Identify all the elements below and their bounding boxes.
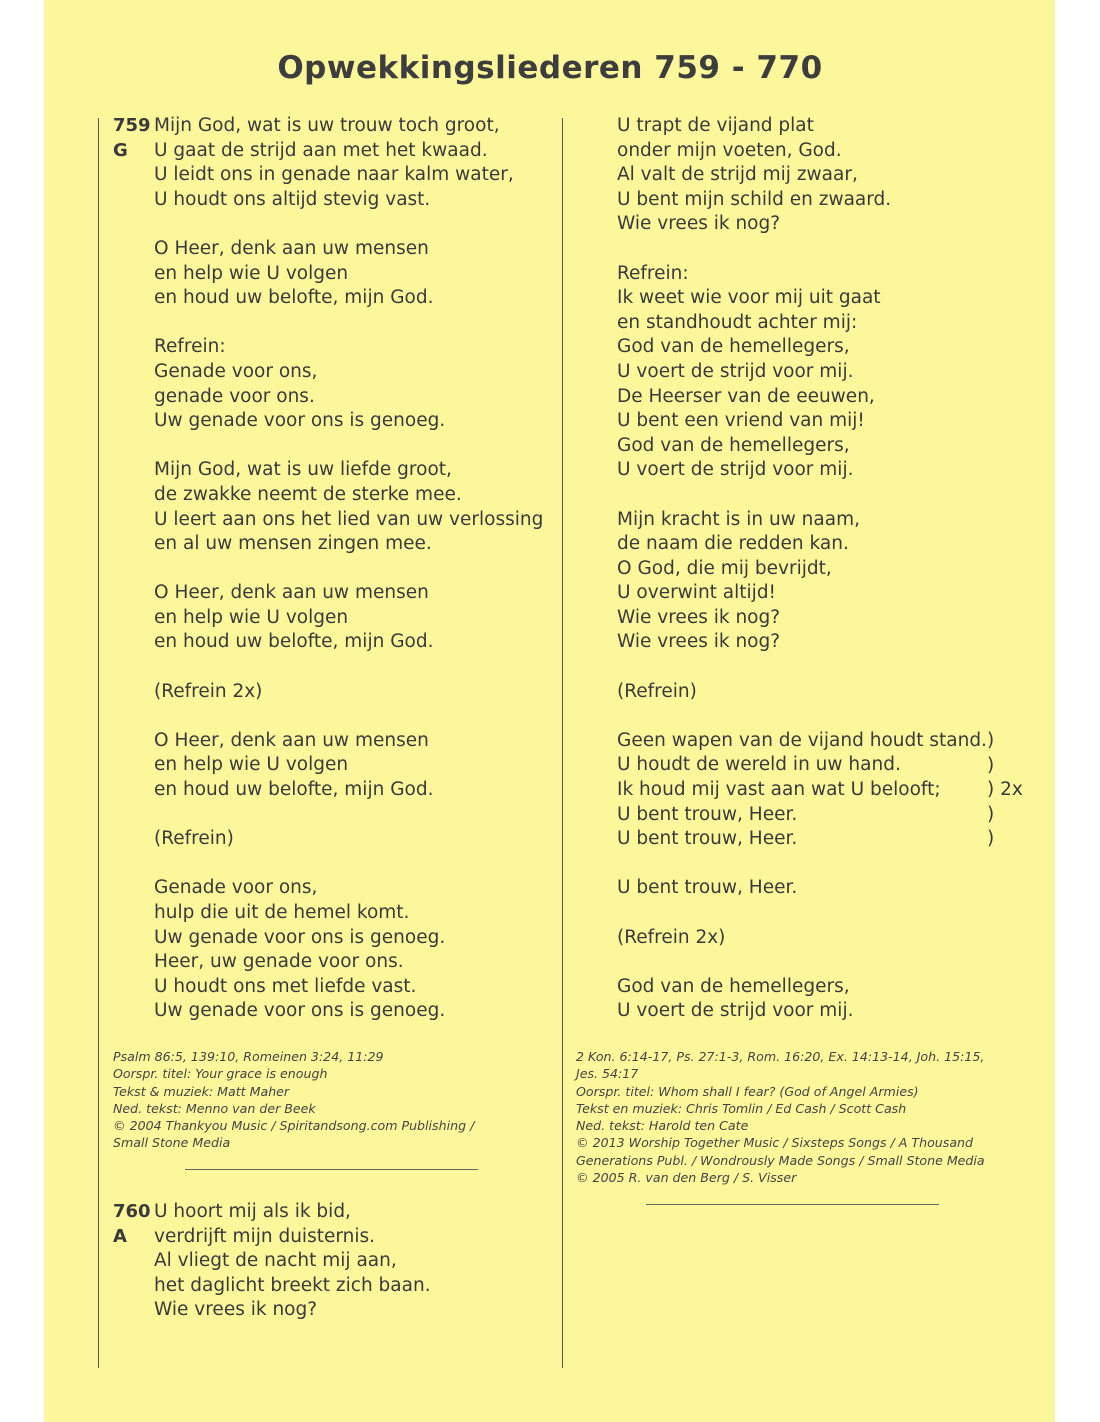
- song-759-lyrics: [154, 114, 543, 1049]
- lyric-line: Wie vrees ik nog?: [617, 606, 781, 628]
- repeat-mark: ): [987, 754, 995, 776]
- lyric-line: en houd uw belofte, mijn God.: [154, 631, 434, 653]
- song-number-760: 760: [113, 1201, 151, 1222]
- verse: [617, 114, 987, 237]
- lyric-line: U bent trouw, Heer.: [617, 828, 798, 850]
- lyric-line: en houd uw belofte, mijn God.: [154, 779, 434, 801]
- verse: [154, 729, 543, 803]
- lyric-line: Mijn God, wat is uw trouw toch groot,: [154, 115, 500, 136]
- lyric-line: U houdt ons met liefde vast.: [154, 975, 417, 997]
- verse: [154, 237, 543, 311]
- lyric-line: en help wie U volgen: [154, 754, 349, 776]
- lyric-line: Al vliegt de nacht mij aan,: [154, 1250, 397, 1272]
- lyric-line: U houdt ons altijd stevig vast.: [154, 188, 431, 210]
- lyric-line: U bent een vriend van mij!: [617, 410, 865, 432]
- lyric-line: U leidt ons in genade naar kalm water,: [154, 164, 514, 186]
- song-key-759: G: [113, 140, 128, 161]
- verse: [154, 114, 543, 212]
- repeat-mark: ): [987, 828, 995, 850]
- verse: [617, 262, 987, 483]
- verse: [617, 508, 987, 656]
- verse: [154, 1200, 431, 1323]
- repeat-mark: ): [987, 730, 995, 751]
- verse: [154, 827, 543, 852]
- lyric-line: U voert de strijd voor mij.: [617, 1000, 854, 1022]
- lyric-line: Uw genade voor ons is genoeg.: [154, 926, 446, 948]
- lyric-line: U gaat de strijd aan met het kwaad.: [154, 139, 488, 161]
- verse: [617, 926, 987, 951]
- song-759-credits: [113, 1048, 474, 1152]
- credit-line: 2 Kon. 6:14-17, Ps. 27:1-3, Rom. 16:20, Ex. 14:13-14, Joh. 15:15,: [576, 1049, 985, 1064]
- lyric-line: Al valt de strijd mij zwaar,: [617, 164, 858, 186]
- verse: [617, 729, 987, 852]
- lyric-line: O Heer, denk aan uw mensen: [154, 729, 429, 751]
- verse: [617, 876, 987, 901]
- lyric-line: Heer, uw genade voor ons.: [154, 951, 404, 973]
- credit-line: Oorspr. titel: Whom shall I fear? (God of Angel Armies): [576, 1083, 919, 1099]
- song-759-end-rule: [185, 1169, 478, 1170]
- lyric-line: Genade voor ons,: [154, 877, 318, 899]
- lyric-line: en help wie U volgen: [154, 606, 349, 628]
- credit-line: Generations Publ. / Wondrously Made Songs / Small Stone Media: [576, 1152, 985, 1168]
- repeat-bracket-marks: [987, 729, 1023, 852]
- lyric-line: O Heer, denk aan uw mensen: [154, 582, 429, 604]
- lyric-line: Geen wapen van de vijand houdt stand.: [617, 729, 987, 751]
- lyric-line: U bent trouw, Heer.: [617, 803, 798, 825]
- lyric-line: (Refrein 2x): [617, 926, 726, 948]
- lyric-line: verdrijft mijn duisternis.: [154, 1225, 376, 1247]
- lyric-line: Mijn kracht is in uw naam,: [617, 508, 860, 530]
- credit-line: Tekst & muziek: Matt Maher: [113, 1083, 290, 1099]
- verse: [617, 975, 987, 1024]
- song-760-lyrics-continued: [617, 114, 987, 1049]
- credit-line: Oorspr. titel: Your grace is enough: [113, 1066, 328, 1082]
- repeat-mark: ) 2x: [987, 779, 1023, 801]
- credit-line: Ned. tekst: Harold ten Cate: [576, 1118, 749, 1134]
- lyric-line: en al uw mensen zingen mee.: [154, 533, 432, 555]
- credit-line: Psalm 86:5, 139:10, Romeinen 3:24, 11:29: [113, 1049, 384, 1064]
- lyric-line: Refrein:: [154, 336, 226, 358]
- lyric-line: en help wie U volgen: [154, 262, 349, 284]
- credit-line: © 2004 Thankyou Music / Spiritandsong.com Publishing /: [113, 1118, 475, 1134]
- song-number-759: 759: [113, 115, 151, 136]
- page-title: Opwekkingsliederen 759 - 770: [277, 50, 823, 86]
- lyric-line: genade voor ons.: [154, 385, 315, 407]
- lyric-line: (Refrein 2x): [154, 680, 263, 702]
- column-divider-rule: [562, 118, 563, 1368]
- verse: [617, 680, 987, 705]
- left-margin-rule: [98, 118, 99, 1368]
- lyric-line: Wie vrees ik nog?: [617, 631, 781, 653]
- lyric-line: God van de hemellegers,: [617, 975, 850, 997]
- lyric-line: Wie vrees ik nog?: [154, 1299, 318, 1321]
- lyric-line: U voert de strijd voor mij.: [617, 360, 854, 382]
- lyric-line: Wie vrees ik nog?: [617, 213, 781, 235]
- lyric-line: U trapt de vijand plat: [617, 115, 814, 136]
- lyric-line: God van de hemellegers,: [617, 434, 850, 456]
- lyric-line: de zwakke neemt de sterke mee.: [154, 483, 462, 505]
- lyric-line: Uw genade voor ons is genoeg.: [154, 410, 446, 432]
- verse: [154, 458, 543, 556]
- credit-line: © 2013 Worship Together Music / Sixsteps Songs / A Thousand: [576, 1135, 974, 1151]
- lyric-line: O God, die mij bevrijdt,: [617, 557, 832, 579]
- lyric-line: U voert de strijd voor mij.: [617, 459, 854, 481]
- verse: [154, 335, 543, 433]
- credit-line: Ned. tekst: Menno van der Beek: [113, 1100, 316, 1116]
- verse: [154, 876, 543, 1024]
- credit-line: Jes. 54:17: [576, 1066, 639, 1082]
- lyric-line: O Heer, denk aan uw mensen: [154, 237, 429, 259]
- lyric-line: Ik houd mij vast aan wat U belooft;: [617, 779, 941, 801]
- verse: [154, 581, 543, 655]
- lyric-line: (Refrein): [617, 680, 697, 702]
- lyric-line: Refrein:: [617, 262, 689, 284]
- repeat-mark: ): [987, 803, 995, 825]
- lyric-line: onder mijn voeten, God.: [617, 139, 842, 161]
- lyric-line: U houdt de wereld in uw hand.: [617, 754, 901, 776]
- lyric-line: U bent trouw, Heer.: [617, 877, 798, 899]
- credit-line: Small Stone Media: [113, 1135, 231, 1151]
- lyric-line: De Heerser van de eeuwen,: [617, 385, 875, 407]
- song-key-760: A: [113, 1226, 127, 1247]
- credit-line: © 2005 R. van den Berg / S. Visser: [576, 1170, 797, 1186]
- verse: [154, 680, 543, 705]
- lyric-line: Ik weet wie voor mij uit gaat: [617, 287, 881, 309]
- lyric-line: Mijn God, wat is uw liefde groot,: [154, 459, 452, 481]
- credit-line: Tekst en muziek: Chris Tomlin / Ed Cash / Scott Cash: [576, 1100, 907, 1116]
- lyric-line: U overwint altijd!: [617, 582, 776, 604]
- lyric-line: het daglicht breekt zich baan.: [154, 1274, 431, 1296]
- lyric-line: U bent mijn schild en zwaard.: [617, 188, 892, 210]
- song-760-end-rule: [646, 1204, 939, 1205]
- lyric-line: (Refrein): [154, 828, 234, 850]
- lyric-line: U leert aan ons het lied van uw verlossing: [154, 508, 544, 530]
- song-760-credits: [576, 1048, 985, 1186]
- lyric-line: Genade voor ons,: [154, 360, 318, 382]
- lyric-line: de naam die redden kan.: [617, 533, 849, 555]
- lyric-line: en standhoudt achter mij:: [617, 311, 858, 333]
- lyric-line: en houd uw belofte, mijn God.: [154, 287, 434, 309]
- lyric-line: U hoort mij als ik bid,: [154, 1201, 351, 1222]
- lyric-line: hulp die uit de hemel komt.: [154, 902, 410, 923]
- lyric-line: Uw genade voor ons is genoeg.: [154, 1000, 446, 1022]
- song-760-lyrics-start: [154, 1200, 431, 1348]
- lyric-line: God van de hemellegers,: [617, 336, 850, 358]
